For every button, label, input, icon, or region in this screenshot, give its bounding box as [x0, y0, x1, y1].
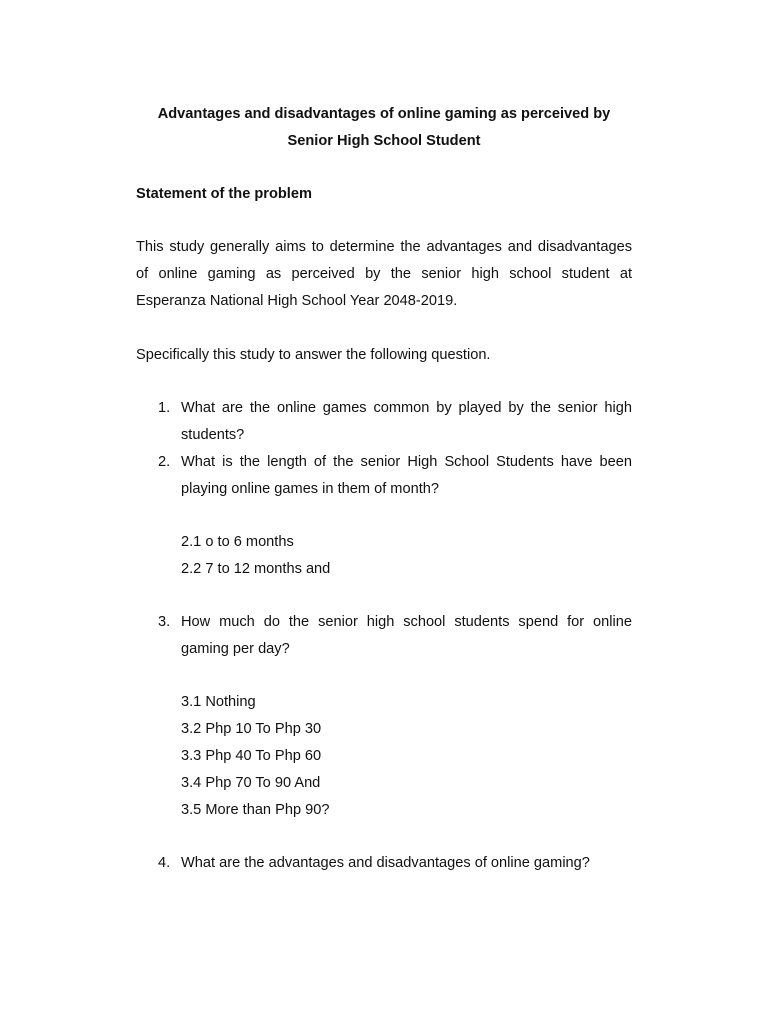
specific-paragraph: Specifically this study to answer the following question. [136, 347, 491, 363]
question-item [136, 609, 632, 663]
answer-option: 2.2 7 to 12 months and [181, 561, 331, 577]
question-number: 1. [158, 400, 171, 416]
question-text: What is the length of the senior High School Students have been playing online games in them of month? [181, 454, 632, 497]
intro-paragraph: This study generally aims to determine the advantages and disadvantages of online gaming as perceived by the senior high school student at Esperanza National High School Year 2048-2019. [136, 239, 632, 309]
question-number: 2. [158, 454, 171, 470]
question-number: 3. [158, 614, 171, 630]
answer-option: 2.1 o to 6 months [181, 534, 294, 550]
question-text: What are the online games common by played by the senior high students? [181, 400, 632, 443]
question-item [136, 395, 632, 449]
document-title-line-2: Senior High School Student [287, 133, 481, 149]
answer-option: 3.5 More than Php 90? [181, 802, 330, 818]
answer-option: 3.4 Php 70 To 90 And [181, 775, 321, 791]
question-text: How much do the senior high school students spend for online gaming per day? [181, 614, 632, 657]
answer-option: 3.1 Nothing [181, 694, 256, 710]
question-text: What are the advantages and disadvantages of online gaming? [181, 855, 590, 871]
question-item [136, 449, 632, 503]
document-title-line-1: Advantages and disadvantages of online gaming as perceived by [157, 106, 611, 122]
question-number: 4. [158, 855, 171, 871]
section-heading: Statement of the problem [136, 186, 312, 202]
answer-option: 3.3 Php 40 To Php 60 [181, 748, 322, 764]
answer-option: 3.2 Php 10 To Php 30 [181, 721, 322, 737]
question-item [136, 850, 632, 877]
